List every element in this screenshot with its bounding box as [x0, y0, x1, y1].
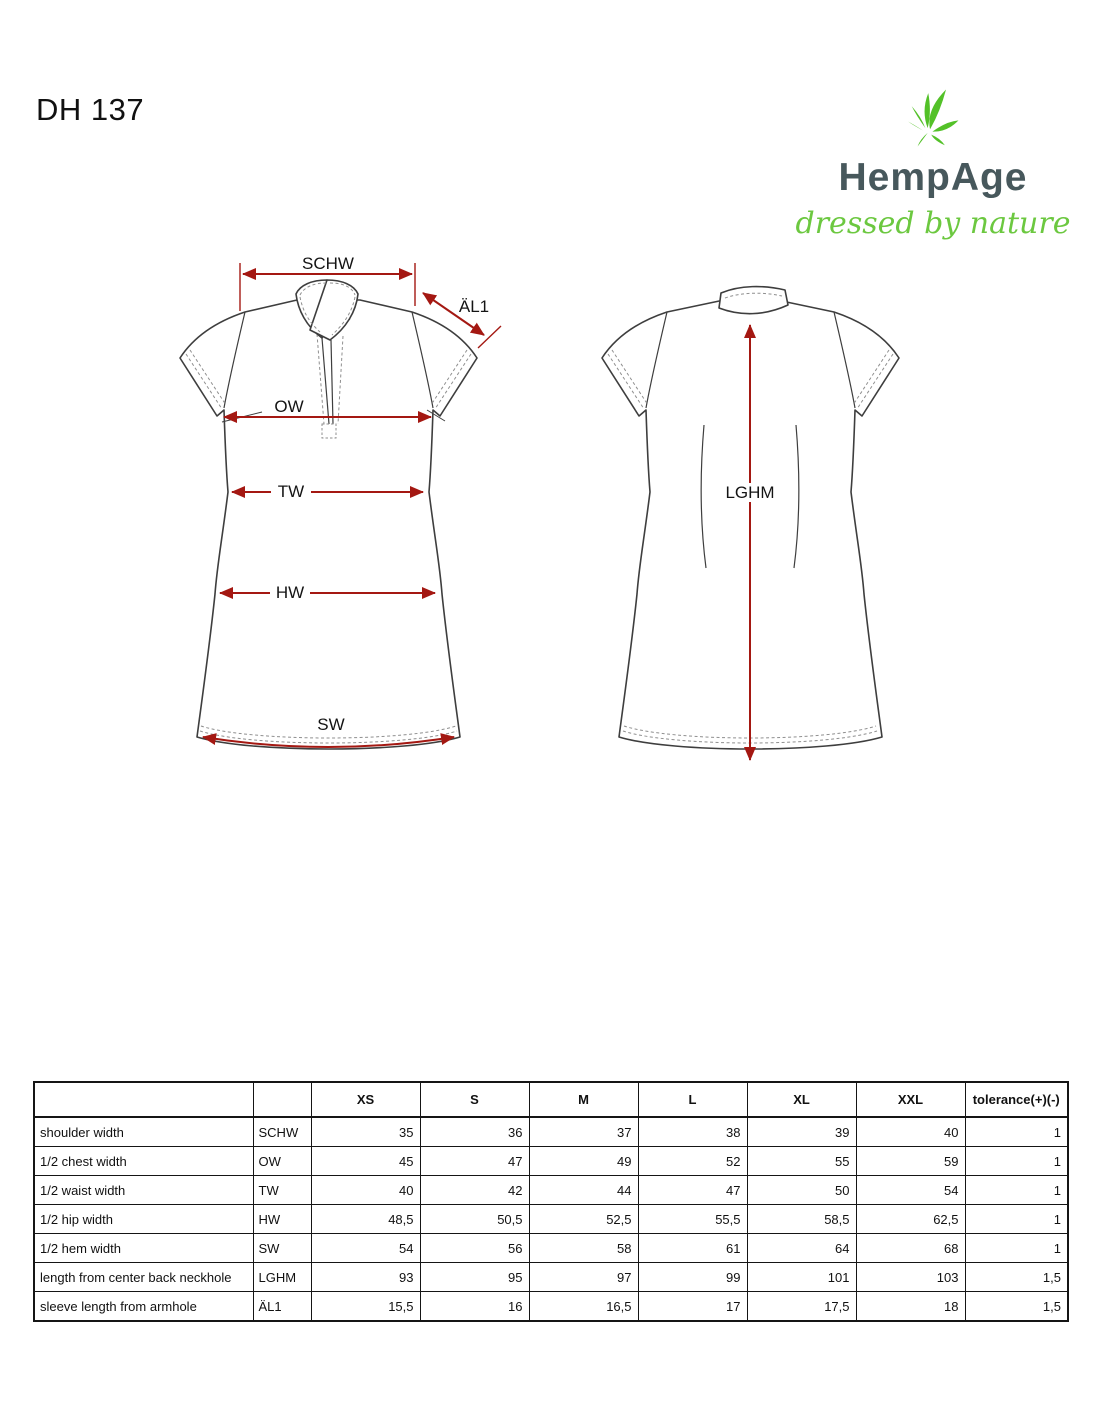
value-cell: 54 — [311, 1234, 420, 1263]
value-cell: 17,5 — [747, 1292, 856, 1322]
row-code-cell: HW — [253, 1205, 311, 1234]
table-row — [34, 1117, 1068, 1147]
row-code-cell: ÄL1 — [253, 1292, 311, 1322]
value-cell: 58 — [529, 1234, 638, 1263]
row-name-cell: 1/2 waist width — [34, 1176, 253, 1205]
value-cell: 47 — [638, 1176, 747, 1205]
value-cell: 48,5 — [311, 1205, 420, 1234]
tolerance-cell: 1 — [965, 1176, 1068, 1205]
table-row — [34, 1263, 1068, 1292]
value-cell: 103 — [856, 1263, 965, 1292]
value-cell: 68 — [856, 1234, 965, 1263]
table-row — [34, 1292, 1068, 1322]
value-cell: 54 — [856, 1176, 965, 1205]
row-name-cell: 1/2 hem width — [34, 1234, 253, 1263]
value-cell: 58,5 — [747, 1205, 856, 1234]
row-name-cell: shoulder width — [34, 1117, 253, 1147]
value-cell: 37 — [529, 1117, 638, 1147]
size-header-m: M — [529, 1082, 638, 1117]
value-cell: 99 — [638, 1263, 747, 1292]
value-cell: 44 — [529, 1176, 638, 1205]
page-title: DH 137 — [36, 92, 145, 127]
tw-label: TW — [277, 482, 305, 501]
size-header-s: S — [420, 1082, 529, 1117]
size-header-xs: XS — [311, 1082, 420, 1117]
hw-label: HW — [275, 583, 305, 602]
empty-header-cell — [253, 1082, 311, 1117]
value-cell: 49 — [529, 1147, 638, 1176]
tolerance-cell: 1,5 — [965, 1263, 1068, 1292]
value-cell: 50 — [747, 1176, 856, 1205]
row-code-cell: SCHW — [253, 1117, 311, 1147]
row-code-cell: LGHM — [253, 1263, 311, 1292]
row-code-cell: OW — [253, 1147, 311, 1176]
value-cell: 64 — [747, 1234, 856, 1263]
value-cell: 39 — [747, 1117, 856, 1147]
table-row — [34, 1147, 1068, 1176]
value-cell: 40 — [856, 1117, 965, 1147]
garment-front-view — [180, 280, 477, 749]
ow-label: OW — [274, 397, 304, 416]
tolerance-cell: 1 — [965, 1234, 1068, 1263]
value-cell: 97 — [529, 1263, 638, 1292]
schw-label: SCHW — [302, 254, 354, 273]
row-name-cell: sleeve length from armhole — [34, 1292, 253, 1322]
value-cell: 45 — [311, 1147, 420, 1176]
value-cell: 40 — [311, 1176, 420, 1205]
value-cell: 50,5 — [420, 1205, 529, 1234]
value-cell: 101 — [747, 1263, 856, 1292]
tolerance-header: tolerance(+)(-) — [965, 1082, 1068, 1117]
sw-label: SW — [317, 715, 345, 734]
row-name-cell: 1/2 chest width — [34, 1147, 253, 1176]
value-cell: 59 — [856, 1147, 965, 1176]
row-name-cell: 1/2 hip width — [34, 1205, 253, 1234]
tolerance-cell: 1 — [965, 1147, 1068, 1176]
table-header-row — [34, 1082, 1068, 1117]
row-code-cell: TW — [253, 1176, 311, 1205]
table-row — [34, 1205, 1068, 1234]
value-cell: 16 — [420, 1292, 529, 1322]
value-cell: 15,5 — [311, 1292, 420, 1322]
table-row — [34, 1176, 1068, 1205]
value-cell: 18 — [856, 1292, 965, 1322]
value-cell: 17 — [638, 1292, 747, 1322]
value-cell: 62,5 — [856, 1205, 965, 1234]
lghm-label: LGHM — [725, 483, 775, 502]
empty-header-cell — [34, 1082, 253, 1117]
brand-tagline: dressed by nature — [795, 206, 1071, 241]
value-cell: 55,5 — [638, 1205, 747, 1234]
value-cell: 95 — [420, 1263, 529, 1292]
value-cell: 52 — [638, 1147, 747, 1176]
value-cell: 16,5 — [529, 1292, 638, 1322]
value-cell: 93 — [311, 1263, 420, 1292]
value-cell: 55 — [747, 1147, 856, 1176]
value-cell: 47 — [420, 1147, 529, 1176]
value-cell: 56 — [420, 1234, 529, 1263]
row-code-cell: SW — [253, 1234, 311, 1263]
tolerance-cell: 1 — [965, 1205, 1068, 1234]
al1-label: ÄL1 — [458, 297, 490, 316]
table-row — [34, 1234, 1068, 1263]
row-name-cell: length from center back neckhole — [34, 1263, 253, 1292]
value-cell: 42 — [420, 1176, 529, 1205]
tolerance-cell: 1 — [965, 1117, 1068, 1147]
tolerance-cell: 1,5 — [965, 1292, 1068, 1322]
size-header-xl: XL — [747, 1082, 856, 1117]
measurement-table — [33, 1081, 1069, 1322]
size-header-xxl: XXL — [856, 1082, 965, 1117]
value-cell: 38 — [638, 1117, 747, 1147]
brand-name: HempAge — [838, 156, 1028, 199]
value-cell: 52,5 — [529, 1205, 638, 1234]
size-header-l: L — [638, 1082, 747, 1117]
value-cell: 61 — [638, 1234, 747, 1263]
value-cell: 35 — [311, 1117, 420, 1147]
value-cell: 36 — [420, 1117, 529, 1147]
